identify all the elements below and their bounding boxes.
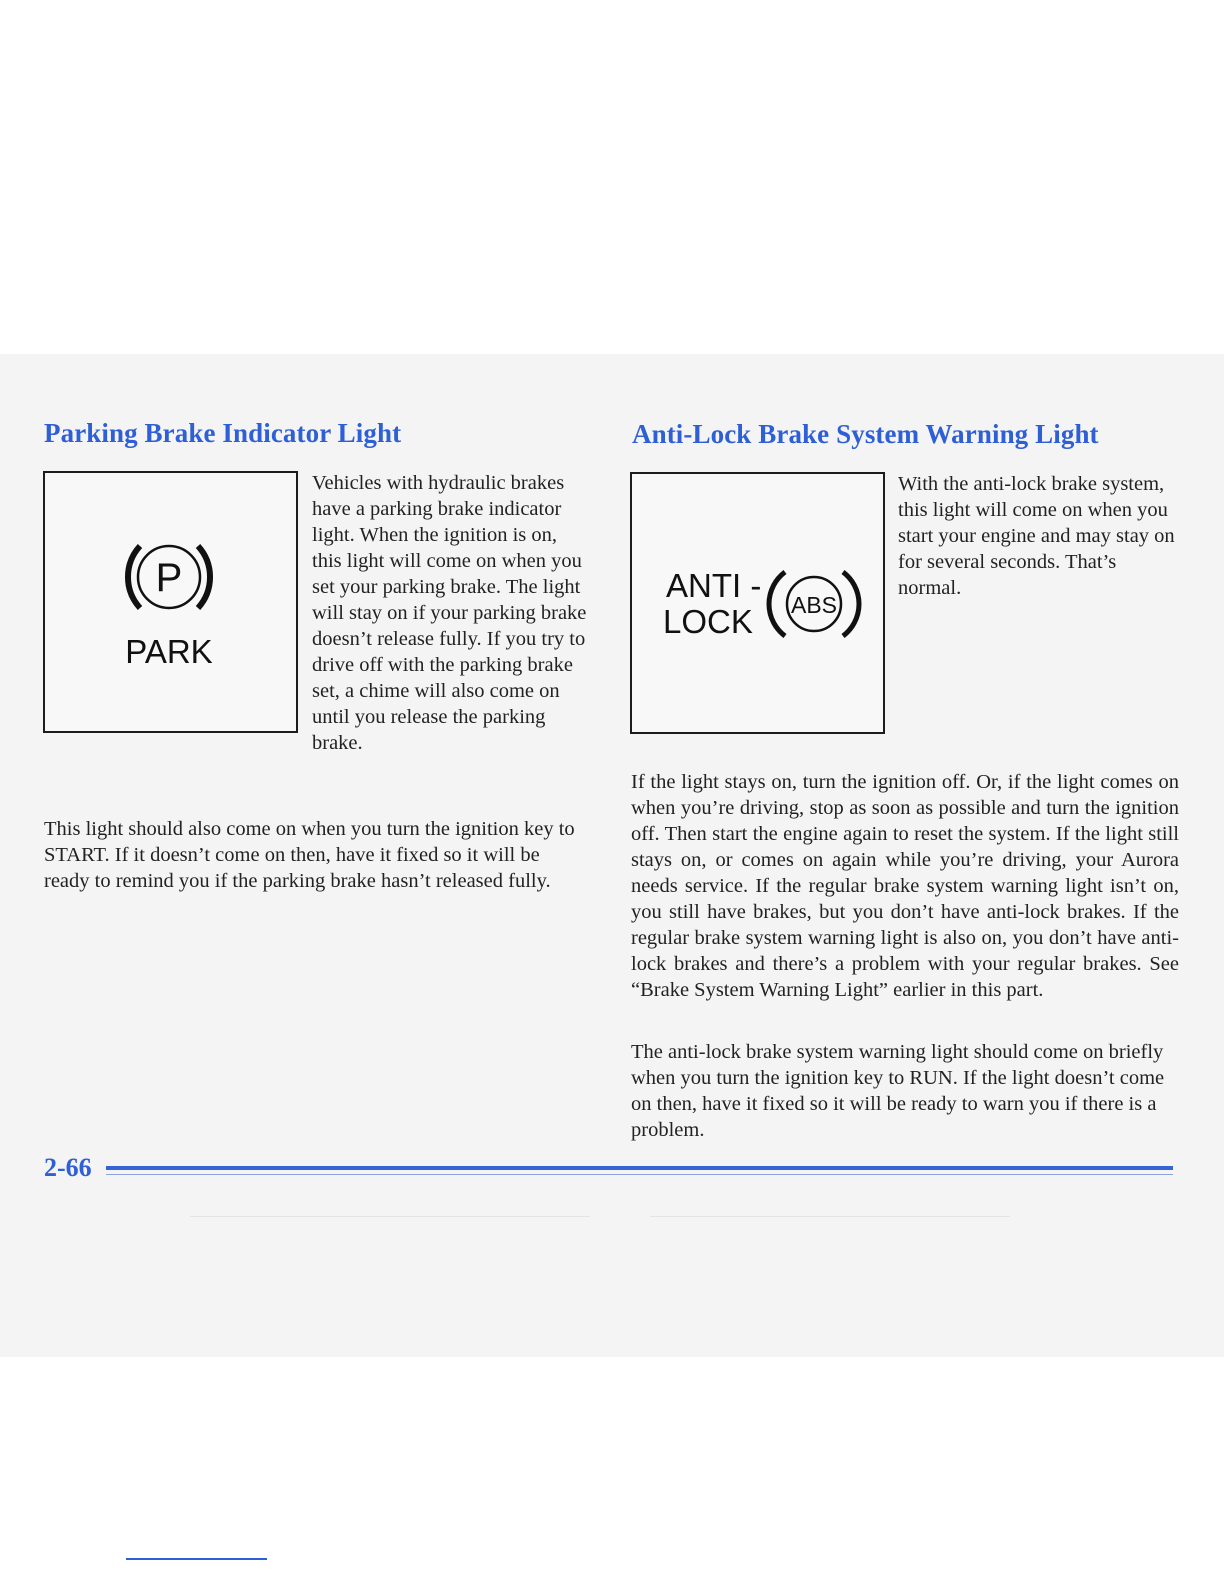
abs-heading: Anti-Lock Brake System Warning Light [632, 419, 1099, 449]
faint-divider-right [650, 1216, 1010, 1217]
parking-brake-paragraph-2: This light should also come on when you turn the ignition key to START. If it doesn’t come on then, have it fixed so it will be ready to remind you if the parking brake hasn’t released fully. [44, 818, 575, 892]
faint-divider-left [190, 1216, 590, 1217]
footer-rule-thin [106, 1174, 1173, 1175]
abs-paragraph-2: If the light stays on, turn the ignition off. Or, if the light comes on when you’re driving, stop as soon as possible and turn the ignition off. Then start the engine again to reset the system. If the light still stays on, or comes on again while you’re driving, your Aurora needs service. If the regular brake system warning light isn’t on, you still have brakes, but you don’t have anti-lock brakes. If the regular brake system warning light is also on, you don’t have anti-lock brakes and there’s a problem with your regular brakes. See “Brake System Warning Light” earlier in this part. [631, 771, 1179, 1001]
parking-brake-heading: Parking Brake Indicator Light [44, 418, 402, 448]
abs-text: ABS [790, 592, 838, 618]
anti-label: ANTI - [666, 567, 762, 604]
page-number: 2-66 [44, 1153, 92, 1182]
lock-label: LOCK [663, 603, 753, 640]
parking-brake-letter: P [155, 556, 183, 600]
parking-brake-icon [43, 471, 298, 733]
abs-warning-icon [630, 472, 885, 734]
footer-rule [106, 1166, 1173, 1170]
abs-paragraph-3: The anti-lock brake system warning light should come on briefly when you turn the ignition key to RUN. If the light doesn’t come on then, have it fixed so it will be ready to warn you if there is a problem. [631, 1041, 1165, 1141]
park-label: PARK [125, 633, 213, 670]
parking-brake-paragraph-1: Vehicles with hydraulic brakes have a parking brake indicator light. When the ignition is on, this light will come on when you set your parking brake. The light will stay on if your parking brake doesn’t release fully. If you try to drive off with the parking brake set, a chime will also come on until you release the parking brake. [312, 472, 587, 754]
abs-paragraph-1: With the anti-lock brake system, this light will come on when you start your engine and may stay on for several seconds. That’s normal. [898, 473, 1175, 599]
parking-brake-symbol [45, 473, 296, 731]
abs-symbol [632, 474, 883, 732]
bottom-link-underline [126, 1558, 267, 1560]
